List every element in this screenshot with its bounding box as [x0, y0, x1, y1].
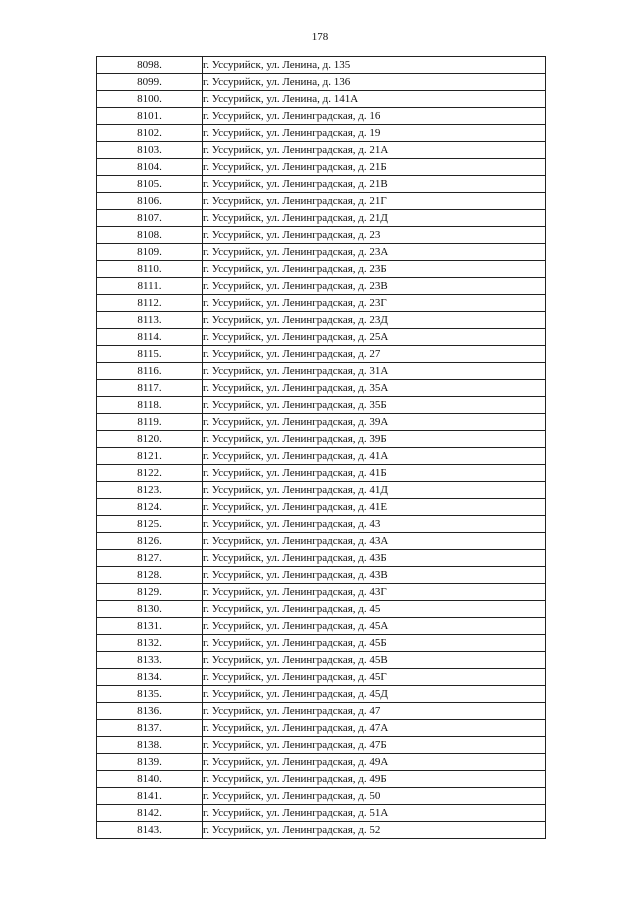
row-address: г. Уссурийск, ул. Ленинградская, д. 39А: [203, 414, 546, 431]
row-number: 8107.: [97, 210, 203, 227]
table-row: [97, 380, 546, 397]
row-address: г. Уссурийск, ул. Ленина, д. 135: [203, 57, 546, 74]
row-address: г. Уссурийск, ул. Ленинградская, д. 47: [203, 703, 546, 720]
table-row: [97, 567, 546, 584]
row-address: г. Уссурийск, ул. Ленинградская, д. 21А: [203, 142, 546, 159]
table-row: [97, 244, 546, 261]
table-row: [97, 754, 546, 771]
table-row: [97, 737, 546, 754]
table-row: [97, 176, 546, 193]
table-row: [97, 720, 546, 737]
row-number: 8119.: [97, 414, 203, 431]
row-number: 8102.: [97, 125, 203, 142]
table-row: [97, 465, 546, 482]
row-address: г. Уссурийск, ул. Ленинградская, д. 47Б: [203, 737, 546, 754]
table-row: [97, 686, 546, 703]
table-row: [97, 159, 546, 176]
table-row: [97, 822, 546, 839]
row-address: г. Уссурийск, ул. Ленинградская, д. 35А: [203, 380, 546, 397]
row-address: г. Уссурийск, ул. Ленинградская, д. 41А: [203, 448, 546, 465]
table-row: [97, 516, 546, 533]
row-number: 8125.: [97, 516, 203, 533]
row-number: 8129.: [97, 584, 203, 601]
row-number: 8120.: [97, 431, 203, 448]
row-number: 8104.: [97, 159, 203, 176]
row-address: г. Уссурийск, ул. Ленинградская, д. 41Б: [203, 465, 546, 482]
row-address: г. Уссурийск, ул. Ленинградская, д. 45Б: [203, 635, 546, 652]
row-address: г. Уссурийск, ул. Ленинградская, д. 16: [203, 108, 546, 125]
row-number: 8103.: [97, 142, 203, 159]
row-number: 8132.: [97, 635, 203, 652]
table-row: [97, 91, 546, 108]
row-address: г. Уссурийск, ул. Ленинградская, д. 27: [203, 346, 546, 363]
table-row: [97, 57, 546, 74]
row-address: г. Уссурийск, ул. Ленинградская, д. 23В: [203, 278, 546, 295]
row-address: г. Уссурийск, ул. Ленинградская, д. 31А: [203, 363, 546, 380]
address-table: [96, 56, 546, 839]
row-number: 8117.: [97, 380, 203, 397]
row-address: г. Уссурийск, ул. Ленинградская, д. 43: [203, 516, 546, 533]
table-row: [97, 142, 546, 159]
table-row: [97, 261, 546, 278]
row-number: 8136.: [97, 703, 203, 720]
row-number: 8109.: [97, 244, 203, 261]
row-number: 8131.: [97, 618, 203, 635]
row-address: г. Уссурийск, ул. Ленинградская, д. 41Е: [203, 499, 546, 516]
row-number: 8116.: [97, 363, 203, 380]
row-address: г. Уссурийск, ул. Ленинградская, д. 45Д: [203, 686, 546, 703]
row-address: г. Уссурийск, ул. Ленинградская, д. 19: [203, 125, 546, 142]
row-number: 8135.: [97, 686, 203, 703]
row-address: г. Уссурийск, ул. Ленинградская, д. 23А: [203, 244, 546, 261]
row-number: 8127.: [97, 550, 203, 567]
row-number: 8140.: [97, 771, 203, 788]
row-address: г. Уссурийск, ул. Ленинградская, д. 45: [203, 601, 546, 618]
table-row: [97, 788, 546, 805]
row-number: 8099.: [97, 74, 203, 91]
row-address: г. Уссурийск, ул. Ленинградская, д. 25А: [203, 329, 546, 346]
row-address: г. Уссурийск, ул. Ленинградская, д. 35Б: [203, 397, 546, 414]
row-address: г. Уссурийск, ул. Ленинградская, д. 50: [203, 788, 546, 805]
table-row: [97, 414, 546, 431]
row-number: 8124.: [97, 499, 203, 516]
row-address: г. Уссурийск, ул. Ленинградская, д. 45В: [203, 652, 546, 669]
row-address: г. Уссурийск, ул. Ленина, д. 136: [203, 74, 546, 91]
row-address: г. Уссурийск, ул. Ленинградская, д. 43Г: [203, 584, 546, 601]
row-address: г. Уссурийск, ул. Ленинградская, д. 23Б: [203, 261, 546, 278]
table-row: [97, 74, 546, 91]
table-row: [97, 210, 546, 227]
row-number: 8128.: [97, 567, 203, 584]
table-row: [97, 499, 546, 516]
row-number: 8112.: [97, 295, 203, 312]
table-row: [97, 618, 546, 635]
row-address: г. Уссурийск, ул. Ленинградская, д. 41Д: [203, 482, 546, 499]
page-number: 178: [311, 31, 329, 43]
table-row: [97, 703, 546, 720]
table-row: [97, 125, 546, 142]
row-address: г. Уссурийск, ул. Ленинградская, д. 23Г: [203, 295, 546, 312]
table-row: [97, 295, 546, 312]
row-number: 8123.: [97, 482, 203, 499]
row-address: г. Уссурийск, ул. Ленинградская, д. 21Б: [203, 159, 546, 176]
row-number: 8137.: [97, 720, 203, 737]
row-number: 8110.: [97, 261, 203, 278]
row-address: г. Уссурийск, ул. Ленинградская, д. 43Б: [203, 550, 546, 567]
table-row: [97, 550, 546, 567]
table-row: [97, 363, 546, 380]
row-number: 8106.: [97, 193, 203, 210]
row-number: 8113.: [97, 312, 203, 329]
table-row: [97, 431, 546, 448]
row-number: 8114.: [97, 329, 203, 346]
table-row: [97, 346, 546, 363]
table-row: [97, 278, 546, 295]
row-address: г. Уссурийск, ул. Ленинградская, д. 49Б: [203, 771, 546, 788]
row-number: 8139.: [97, 754, 203, 771]
row-number: 8108.: [97, 227, 203, 244]
row-number: 8141.: [97, 788, 203, 805]
row-address: г. Уссурийск, ул. Ленинградская, д. 21В: [203, 176, 546, 193]
row-address: г. Уссурийск, ул. Ленинградская, д. 43А: [203, 533, 546, 550]
row-address: г. Уссурийск, ул. Ленинградская, д. 23Д: [203, 312, 546, 329]
table-row: [97, 771, 546, 788]
row-number: 8101.: [97, 108, 203, 125]
table-row: [97, 227, 546, 244]
row-number: 8105.: [97, 176, 203, 193]
table-row: [97, 584, 546, 601]
row-number: 8111.: [97, 278, 203, 295]
row-number: 8142.: [97, 805, 203, 822]
table-row: [97, 329, 546, 346]
row-number: 8138.: [97, 737, 203, 754]
row-number: 8115.: [97, 346, 203, 363]
row-address: г. Уссурийск, ул. Ленинградская, д. 52: [203, 822, 546, 839]
table-row: [97, 108, 546, 125]
table-row: [97, 448, 546, 465]
row-number: 8126.: [97, 533, 203, 550]
row-address: г. Уссурийск, ул. Ленинградская, д. 47А: [203, 720, 546, 737]
row-number: 8133.: [97, 652, 203, 669]
row-address: г. Уссурийск, ул. Ленинградская, д. 45Г: [203, 669, 546, 686]
table-row: [97, 635, 546, 652]
address-table-body: [97, 57, 546, 839]
row-address: г. Уссурийск, ул. Ленинградская, д. 21Г: [203, 193, 546, 210]
row-address: г. Уссурийск, ул. Ленинградская, д. 39Б: [203, 431, 546, 448]
row-address: г. Уссурийск, ул. Ленинградская, д. 51А: [203, 805, 546, 822]
row-number: 8134.: [97, 669, 203, 686]
row-address: г. Уссурийск, ул. Ленина, д. 141А: [203, 91, 546, 108]
row-number: 8122.: [97, 465, 203, 482]
row-address: г. Уссурийск, ул. Ленинградская, д. 43В: [203, 567, 546, 584]
table-row: [97, 397, 546, 414]
row-address: г. Уссурийск, ул. Ленинградская, д. 21Д: [203, 210, 546, 227]
table-row: [97, 533, 546, 550]
row-number: 8100.: [97, 91, 203, 108]
table-row: [97, 312, 546, 329]
table-row: [97, 652, 546, 669]
row-address: г. Уссурийск, ул. Ленинградская, д. 49А: [203, 754, 546, 771]
table-row: [97, 669, 546, 686]
row-number: 8098.: [97, 57, 203, 74]
row-number: 8118.: [97, 397, 203, 414]
table-row: [97, 805, 546, 822]
table-row: [97, 601, 546, 618]
row-address: г. Уссурийск, ул. Ленинградская, д. 23: [203, 227, 546, 244]
row-number: 8143.: [97, 822, 203, 839]
row-number: 8121.: [97, 448, 203, 465]
table-row: [97, 482, 546, 499]
table-row: [97, 193, 546, 210]
row-number: 8130.: [97, 601, 203, 618]
row-address: г. Уссурийск, ул. Ленинградская, д. 45А: [203, 618, 546, 635]
